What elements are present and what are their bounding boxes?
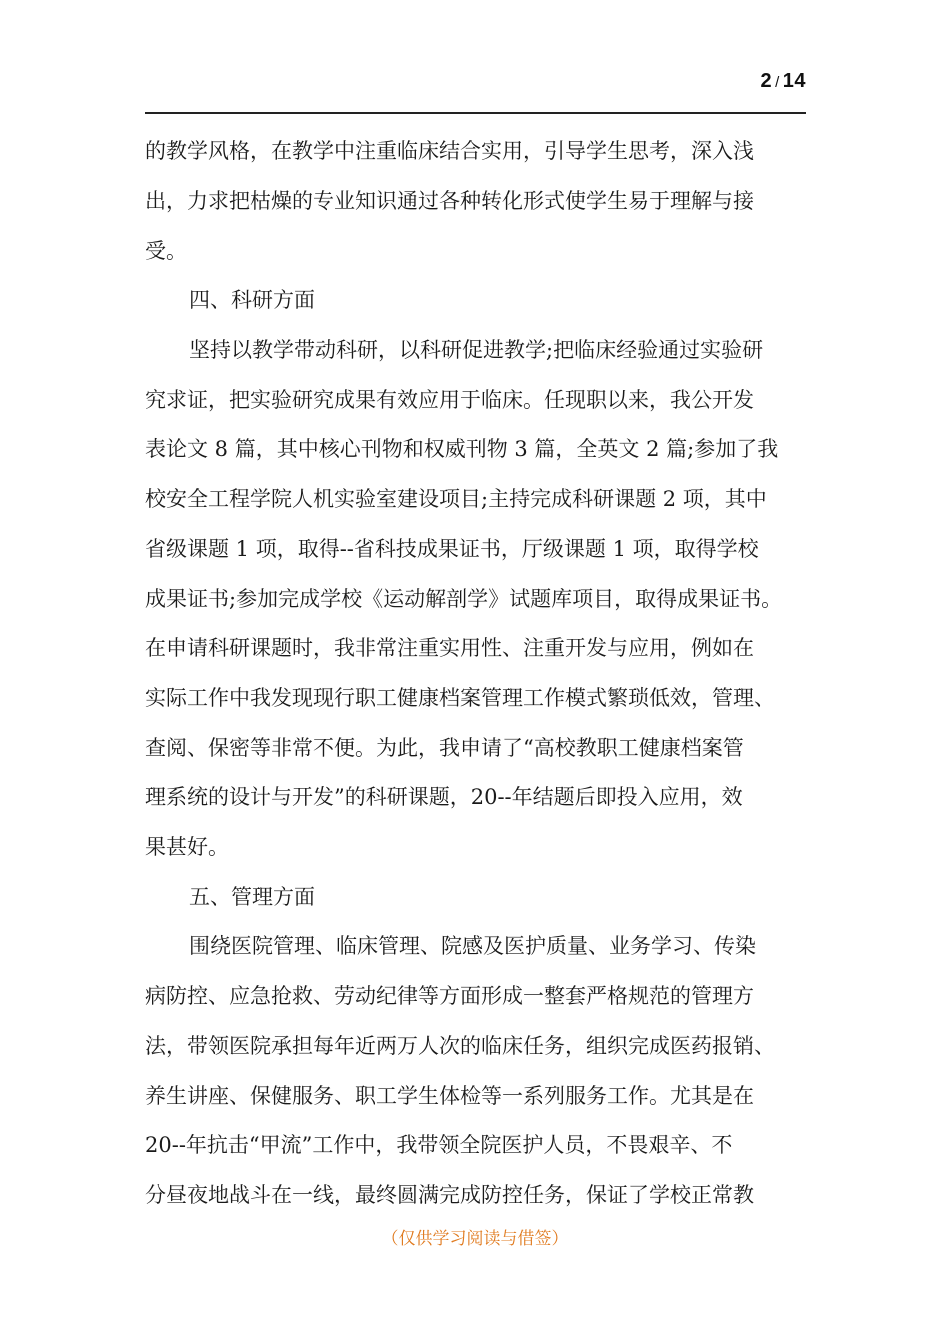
- body-line: 受。: [145, 239, 187, 263]
- page-current: 2: [760, 70, 773, 92]
- body-line: 究求证，把实验研究成果有效应用于临床。任现职以来，我公开发: [145, 388, 754, 412]
- body-line: 理系统的设计与开发”的科研课题，20--年结题后即投入应用，效: [145, 785, 743, 809]
- section-heading: 四、科研方面: [189, 288, 315, 312]
- body-line: 分昼夜地战斗在一线，最终圆满完成防控任务，保证了学校正常教: [145, 1183, 754, 1207]
- body-line: 在申请科研课题时，我非常注重实用性、注重开发与应用，例如在: [145, 636, 754, 660]
- body-line: 的教学风格，在教学中注重临床结合实用，引导学生思考，深入浅: [145, 139, 754, 163]
- body-line: 成果证书;参加完成学校《运动解剖学》试题库项目，取得成果证书。: [145, 587, 783, 611]
- page-total: 14: [782, 70, 806, 92]
- body-line: 出，力求把枯燥的专业知识通过各种转化形式使学生易于理解与接: [145, 189, 754, 213]
- page-number: [760, 70, 806, 93]
- footer-note: （仅供学习阅读与借签）: [381, 1229, 569, 1249]
- body-line: 省级课题 1 项，取得--省科技成果证书，厅级课题 1 项，取得学校: [145, 537, 759, 561]
- body-line: 坚持以教学带动科研，以科研促进教学;把临床经验通过实验研: [189, 338, 764, 362]
- body-line: 校安全工程学院人机实验室建设项目;主持完成科研课题 2 项，其中: [145, 487, 767, 511]
- body-line: 实际工作中我发现现行职工健康档案管理工作模式繁琐低效，管理、: [145, 686, 775, 710]
- body-line: 果甚好。: [145, 835, 229, 859]
- body-line: 20--年抗击“甲流”工作中，我带领全院医护人员，不畏艰辛、不: [145, 1133, 733, 1157]
- header-divider: [145, 112, 806, 114]
- body-line: 围绕医院管理、临床管理、院感及医护质量、业务学习、传染: [189, 934, 756, 958]
- body-line: 法，带领医院承担每年近两万人次的临床任务，组织完成医药报销、: [145, 1034, 775, 1058]
- body-line: 养生讲座、保健服务、职工学生体检等一系列服务工作。尤其是在: [145, 1084, 754, 1108]
- body-line: 病防控、应急抢救、劳动纪律等方面形成一整套严格规范的管理方: [145, 984, 754, 1008]
- page-separator: /: [775, 74, 780, 91]
- section-heading: 五、管理方面: [189, 885, 315, 909]
- body-line: 查阅、保密等非常不便。为此，我申请了“高校教职工健康档案管: [145, 736, 744, 760]
- body-line: 表论文 8 篇，其中核心刊物和权威刊物 3 篇，全英文 2 篇;参加了我: [145, 437, 779, 461]
